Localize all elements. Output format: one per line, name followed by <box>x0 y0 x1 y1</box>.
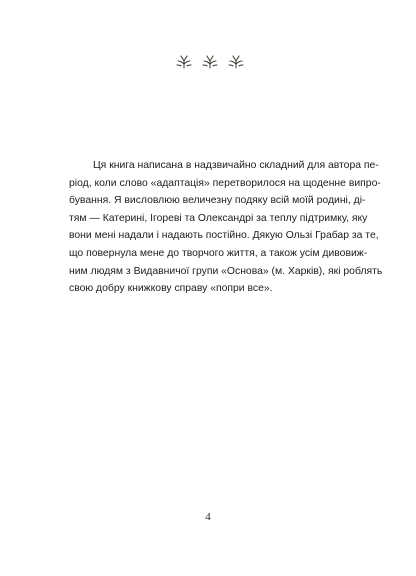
page-number: 4 <box>205 511 211 523</box>
sprig-icon <box>202 55 218 69</box>
sprig-icon <box>176 55 192 69</box>
text-line: бування. Я висловлюю величезну подяку всій моїй родині, ді- <box>69 195 366 207</box>
text-line: що повернула мене до творчого життя, а також усім дивовиж- <box>69 247 368 259</box>
text-line: вони мені надали і надають постійно. Дякую Ользі Грабар за те, <box>69 230 379 242</box>
dedication-text <box>69 157 383 298</box>
ornament <box>176 53 244 71</box>
text-line: тям — Катерині, Ігореві та Олександрі за теплу підтримку, яку <box>69 212 368 224</box>
text-line: ріод, коли слово «адаптація» перетворилося на щоденне випро- <box>69 177 381 189</box>
text-line: ним людям з Видавничої групи «Основа» (м. Харків), які роблять <box>69 265 383 277</box>
text-line: свою добру книжкову справу «попри все». <box>69 283 273 295</box>
sprig-icon <box>228 55 244 69</box>
text-line: Ця книга написана в надзвичайно складний для автора пе- <box>93 160 379 171</box>
